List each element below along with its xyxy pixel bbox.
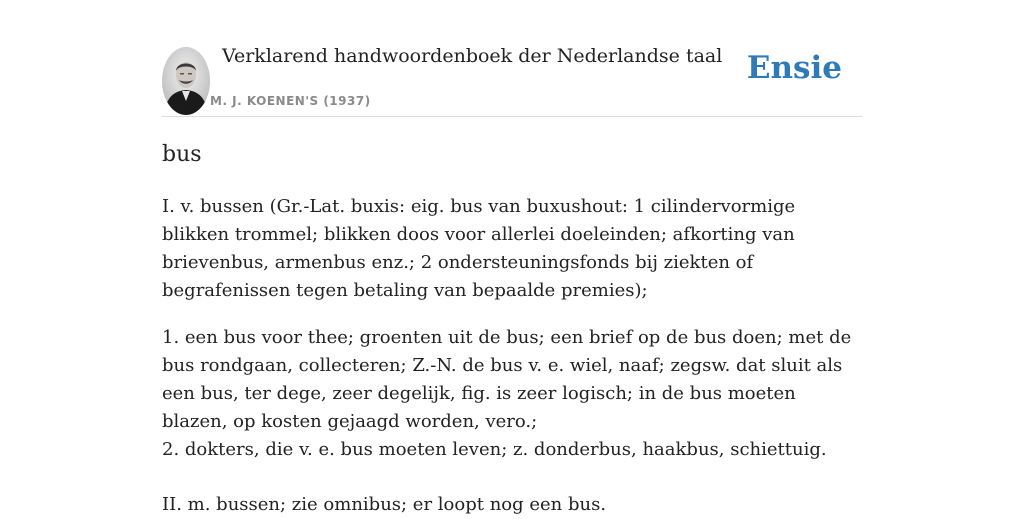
brand-logo-link[interactable]: Ensie [746,50,842,86]
definition-text: I. v. bussen (Gr.-Lat. buxis: eig. bus van buxushout: 1 cilindervormige blikken trommel; blikken doos voor allerlei doeleinden; afkorting van brievenbus, armenbus enz.; 2 ondersteuningsfonds bij ziekten of begrafenissen tegen betaling van bepaalde premies); [162,196,796,301]
second-meaning-text: II. m. bussen; zie omnibus; er loopt nog een bus. [162,494,607,515]
author-label: M. J. KOENEN'S (1937) [210,94,371,108]
author-portrait [162,47,210,115]
book-title: Verklarend handwoordenboek der Nederlandse taal [222,45,723,67]
headword: bus [162,142,202,167]
example-2: 2. dokters, die v. e. bus moeten leven; z. donderbus, haakbus, schiettuig. [162,439,827,460]
header [162,0,862,117]
example-1: 1. een bus voor thee; groenten uit de bus; een brief op de bus doen; met de bus rondgaan, collecteren; Z.-N. de bus v. e. wiel, naaf; zegsw. dat sluit als een bus, ter dege, zeer degelijk, fig. is zeer logisch; in de bus moeten blazen, op kosten gejaagd worden, vero.; [162,327,852,432]
page [162,0,862,519]
examples-block [162,324,862,464]
